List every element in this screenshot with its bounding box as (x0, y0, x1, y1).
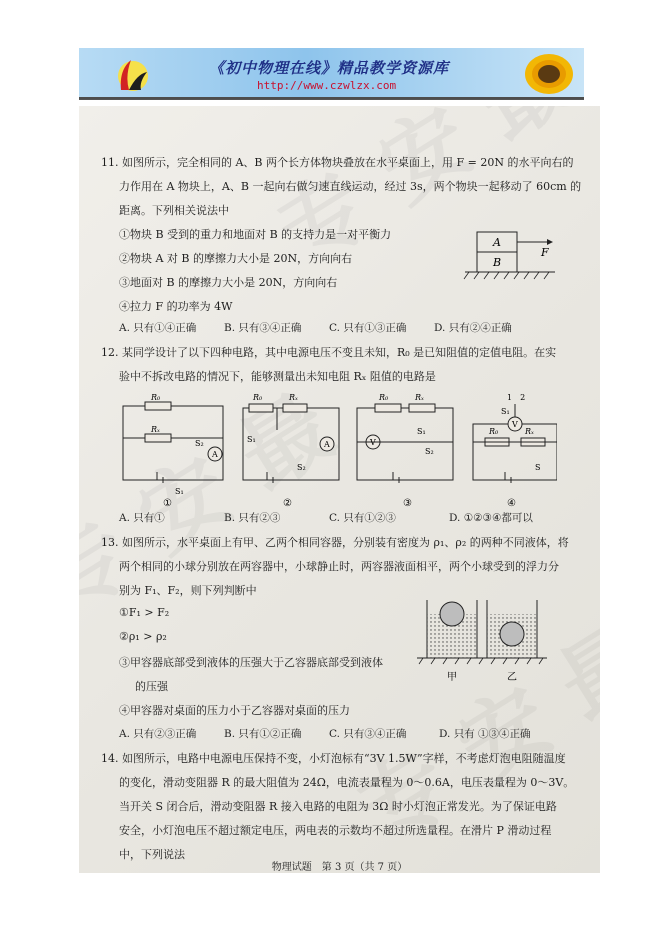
exam-sheet (79, 106, 600, 873)
header-banner (79, 48, 584, 99)
q11-option-a[interactable]: A. 只有①④正确 (119, 322, 197, 334)
q14-line-4: 安全，小灯泡电压不超过额定电压，两电表的示数均不超过所选量程。在滑片 P 滑动过程 (119, 824, 552, 837)
svg-text:S₁: S₁ (175, 487, 184, 496)
svg-text:S₁: S₁ (501, 407, 510, 416)
q14-line-1: 14. 如图所示，电路中电源电压保持不变，小灯泡标有“3V 1.5W”字样，不考虑灯泡电阻随温度 (101, 752, 566, 765)
circuit-2-label: ② (283, 498, 292, 509)
q13-line-1: 13. 如图所示，水平桌面上有甲、乙两个相同容器，分别装有密度为 ρ₁、ρ₂ 的两种不同液体，将 (101, 536, 569, 549)
banner-url[interactable]: http://www.czwlzx.com (257, 79, 397, 92)
q14-line-3: 当开关 S 闭合后，滑动变阻器 R 接入电路的电阻为 3Ω 时小灯泡正常发光。为了保证电路 (119, 800, 557, 813)
sunflower-icon (519, 52, 579, 96)
svg-text:A: A (324, 440, 330, 449)
circuit-3-label: ③ (403, 498, 412, 509)
q13-line-3: 别为 F₁、F₂，则下列判断中 (119, 584, 257, 597)
svg-text:A: A (212, 450, 218, 459)
q11-option-d[interactable]: D. 只有②④正确 (434, 322, 512, 334)
q11-statement-2: ②物块 A 对 B 的摩擦力大小是 20N，方向向右 (119, 252, 353, 265)
q11-line-3: 距离。下列相关说法中 (119, 204, 229, 217)
q12-option-d[interactable]: D. ①②③④都可以 (449, 512, 533, 524)
force-f-label: F (541, 246, 549, 259)
q14-line-5: 中，下列说法 (119, 848, 185, 861)
block-b-label: B (493, 256, 502, 269)
q12-line-1: 12. 某同学设计了以下四种电路，其中电源电压不变且未知，R₀ 是已知阻值的定值电阻。在实 (101, 346, 557, 359)
header-rule (79, 99, 584, 100)
q13-option-b[interactable]: B. 只有①②正确 (224, 728, 302, 740)
q11-statement-3: ③地面对 B 的摩擦力大小是 20N，方向向右 (119, 276, 338, 289)
svg-text:S₁: S₁ (417, 427, 426, 436)
q11-line-1: 11. 如图所示，完全相同的 A、B 两个长方体物块叠放在水平桌面上，用 F = 20N 的水平向右的 (101, 156, 574, 169)
q12-option-c[interactable]: C. 只有①②③ (329, 512, 396, 524)
block-a-label: A (493, 236, 501, 249)
circuit-1-label: ① (163, 498, 172, 509)
q12-circuits-figure (117, 394, 557, 514)
svg-text:R₀: R₀ (379, 394, 389, 402)
q13-options (119, 726, 531, 741)
q13-statement-1: ①F₁ > F₂ (119, 606, 170, 619)
svg-text:1 2: 1 2 (507, 394, 526, 402)
svg-text:R₀: R₀ (253, 394, 263, 402)
svg-text:V: V (512, 420, 518, 429)
container-yi-label: 乙 (507, 672, 517, 683)
q11-statement-1: ①物块 B 受到的重力和地面对 B 的支持力是一对平衡力 (119, 228, 392, 241)
q13-statement-4: ④甲容器对桌面的压力小于乙容器对桌面的压力 (119, 704, 350, 717)
q13-statement-3: ③甲容器底部受到液体的压强大于乙容器底部受到液体 (119, 656, 383, 669)
q11-options (119, 320, 512, 335)
q12-line-2: 验中不拆改电路的情况下，能够测量出未知电阻 Rₓ 阻值的电路是 (119, 370, 436, 383)
logo-icon (111, 54, 151, 94)
banner-title: 《初中物理在线》精品教学资源库 (209, 59, 450, 77)
q13-option-a[interactable]: A. 只有②③正确 (119, 728, 197, 740)
svg-text:V: V (370, 438, 376, 447)
svg-text:S₁: S₁ (247, 435, 256, 444)
q12-options (119, 510, 533, 525)
q13-option-c[interactable]: C. 只有③④正确 (329, 728, 407, 740)
q11-blocks-figure (459, 226, 559, 286)
q14-line-2: 的变化，滑动变阻器 R 的最大阻值为 24Ω，电流表量程为 0～0.6A，电压表量程为 0～3V。 (119, 776, 575, 789)
svg-text:Rₓ: Rₓ (151, 425, 160, 434)
q12-option-b[interactable]: B. 只有②③ (224, 512, 281, 524)
svg-text:R₀: R₀ (489, 427, 499, 436)
q12-option-a[interactable]: A. 只有① (119, 512, 165, 524)
svg-text:R₀: R₀ (151, 394, 161, 402)
container-jia-label: 甲 (447, 672, 457, 683)
svg-text:Rₓ: Rₓ (415, 394, 424, 402)
q11-line-2: 力作用在 A 物块上，A、B 一起向右做匀速直线运动，经过 3s，两个物块一起移动了 60cm 的 (119, 180, 582, 193)
q13-statement-2: ②ρ₁ > ρ₂ (119, 630, 167, 643)
q13-containers-figure (417, 596, 547, 684)
svg-text:Rₓ: Rₓ (525, 427, 534, 436)
page-footer: 物理试题 第 3 页（共 7 页） (271, 862, 408, 873)
svg-text:S₂: S₂ (195, 439, 204, 448)
svg-text:Rₓ: Rₓ (289, 394, 298, 402)
svg-text:S₂: S₂ (297, 463, 306, 472)
q11-statement-4: ④拉力 F 的功率为 4W (119, 300, 233, 313)
q11-option-b[interactable]: B. 只有③④正确 (224, 322, 302, 334)
circuit-4-label: ④ (507, 498, 516, 509)
q13-option-d[interactable]: D. 只有 ①③④正确 (439, 728, 531, 740)
q13-statement-3-cont: 的压强 (135, 680, 168, 693)
q13-line-2: 两个相同的小球分别放在两容器中，小球静止时，两容器液面相平，两个小球受到的浮力分 (119, 560, 559, 573)
svg-text:S: S (535, 463, 541, 472)
q11-option-c[interactable]: C. 只有①③正确 (329, 322, 407, 334)
svg-text:S₂: S₂ (425, 447, 434, 456)
